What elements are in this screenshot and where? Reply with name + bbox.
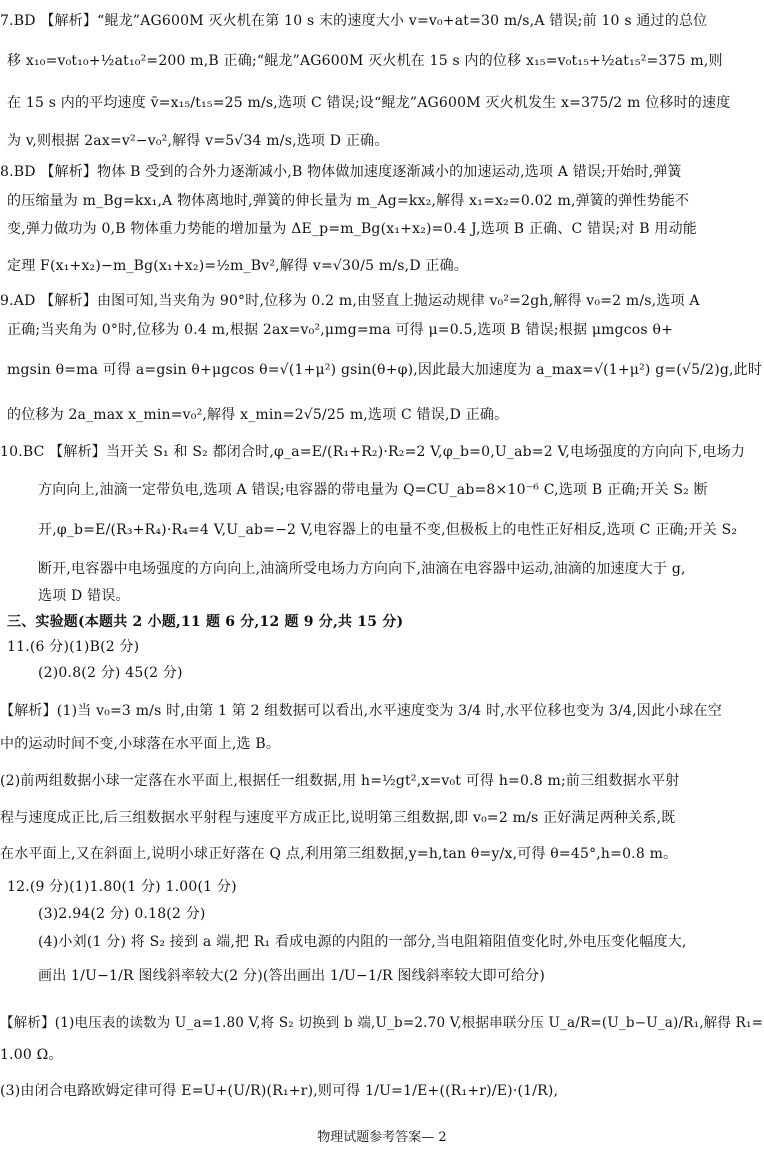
- q7-line-2: 移 x₁₀=v₀t₁₀+½at₁₀²=200 m,B 正确;“鲲龙”AG600M 灭火机在 15 s 内的位移 x₁₅=v₀t₁₅+½at₁₅²=375 m,则: [7, 53, 723, 69]
- q10-line-5: 选项 D 错误。: [38, 588, 130, 604]
- q8-line-3: 变,弹力做功为 0,B 物体重力势能的增加量为 ΔE_p=m_Bg(x₁+x₂)=0.4 J,选项 B 正确、C 错误;对 B 用动能: [7, 221, 698, 237]
- q11-answer-2: (2)0.8(2 分) 45(2 分): [38, 665, 183, 681]
- q9-line-4: 的位移为 2a_max x_min=v₀²,解得 x_min=2√5/25 m,选项 C 错误,D 正确。: [7, 407, 509, 423]
- page-footer: 物理试题参考答案— 2: [317, 1130, 447, 1145]
- q10-line-2: 方向向上,油滴一定带负电,选项 A 错误;电容器的带电量为 Q=CU_ab=8×10⁻⁶ C,选项 B 正确;开关 S₂ 断: [38, 482, 708, 498]
- q7-line-4: 为 v,则根据 2ax=v²−v₀²,解得 v=5√34 m/s,选项 D 正确。: [7, 133, 389, 149]
- q10-line-4: 断开,电容器中电场强度的方向向上,油滴所受电场力方向向下,油滴在电容器中运动,油滴的加速度大于 g,: [38, 561, 686, 577]
- q8-line-1: 8.BD 【解析】物体 B 受到的合外力逐渐减小,B 物体做加速度逐渐减小的加速运动,选项 A 错误;开始时,弹簧: [0, 164, 682, 180]
- q7-line-1: 7.BD 【解析】“鲲龙”AG600M 灭火机在第 10 s 末的速度大小 v=v₀+at=30 m/s,A 错误;前 10 s 通过的总位: [0, 13, 708, 29]
- q12-answer-2: (3)2.94(2 分) 0.18(2 分): [38, 906, 206, 922]
- q7-line-3: 在 15 s 内的平均速度 v̄=x₁₅/t₁₅=25 m/s,选项 C 错误;设“鲲龙”AG600M 灭火机发生 x=375/2 m 位移时的速度: [7, 95, 731, 111]
- q8-line-2: 的压缩量为 m_Bg=kx₁,A 物体离地时,弹簧的伸长量为 m_Ag=kx₂,解得 x₁=x₂=0.02 m,弹簧的弹性势能不: [7, 193, 690, 209]
- q9-line-3: mgsin θ=ma 可得 a=gsin θ+μgcos θ=√(1+μ²) gsin(θ+φ),因此最大加速度为 a_max=√(1+μ²) g=(√5/2)g,此时: [7, 362, 763, 378]
- q9-line-1: 9.AD 【解析】由图可知,当夹角为 90°时,位移为 0.2 m,由竖直上抛运动规律 v₀²=2gh,解得 v₀=2 m/s,选项 A: [0, 293, 700, 309]
- q8-line-4: 定理 F(x₁+x₂)−m_Bg(x₁+x₂)=½m_Bv²,解得 v=√30/5 m/s,D 正确。: [7, 258, 468, 274]
- q12-answer-3: (4)小刘(1 分) 将 S₂ 接到 a 端,把 R₁ 看成电源的内阻的一部分,当电阻箱阻值变化时,外电压变化幅度大,: [38, 934, 687, 950]
- q12-analysis-3: (3)由闭合电路欧姆定律可得 E=U+(U/R)(R₁+r),则可得 1/U=1/E+((R₁+r)/E)·(1/R),: [0, 1083, 559, 1099]
- q12-analysis-2: 1.00 Ω。: [0, 1047, 63, 1063]
- q12-analysis-1: 【解析】(1)电压表的读数为 U_a=1.80 V,将 S₂ 切换到 b 端,U_b=2.70 V,根据串联分压 U_a/R=(U_b−U_a)/R₁,解得 R₁=: [0, 1015, 764, 1031]
- section-heading: 三、实验题(本题共 2 小题,11 题 6 分,12 题 9 分,共 15 分): [7, 614, 404, 630]
- q11-analysis-5: 在水平面上,又在斜面上,说明小球正好落在 Q 点,利用第三组数据,y=h,tan θ=y/x,可得 θ=45°,h=0.8 m。: [0, 846, 678, 862]
- q11-answer-1: 11.(6 分)(1)B(2 分): [7, 639, 140, 655]
- q12-answer-1: 12.(9 分)(1)1.80(1 分) 1.00(1 分): [7, 879, 237, 895]
- q10-line-1: 10.BC 【解析】当开关 S₁ 和 S₂ 都闭合时,φ_a=E/(R₁+R₂)·R₂=2 V,φ_b=0,U_ab=2 V,电场强度的方向向下,电场力: [0, 444, 746, 460]
- q11-analysis-2: 中的运动时间不变,小球落在水平面上,选 B。: [0, 736, 281, 752]
- q9-line-2: 正确;当夹角为 0°时,位移为 0.4 m,根据 2ax=v₀²,μmg=ma 可得 μ=0.5,选项 B 错误;根据 μmgcos θ+: [7, 322, 674, 338]
- q11-analysis-4: 程与速度成正比,后三组数据水平射程与速度平方成正比,说明第三组数据,即 v₀=2 m/s 正好满足两种关系,既: [0, 810, 676, 826]
- q10-line-3: 开,φ_b=E/(R₃+R₄)·R₄=4 V,U_ab=−2 V,电容器上的电量不变,但极板上的电性正好相反,选项 C 正确;开关 S₂: [38, 522, 738, 538]
- q11-analysis-3: (2)前两组数据小球一定落在水平面上,根据任一组数据,用 h=½gt²,x=v₀t 可得 h=0.8 m;前三组数据水平射: [0, 773, 680, 789]
- q12-answer-4: 画出 1/U−1/R 图线斜率较大(2 分)(答出画出 1/U−1/R 图线斜率较大即可给分): [38, 968, 546, 984]
- q11-analysis-1: 【解析】(1)当 v₀=3 m/s 时,由第 1 第 2 组数据可以看出,水平速度变为 3/4 时,水平位移也变为 3/4,因此小球在空: [0, 703, 722, 719]
